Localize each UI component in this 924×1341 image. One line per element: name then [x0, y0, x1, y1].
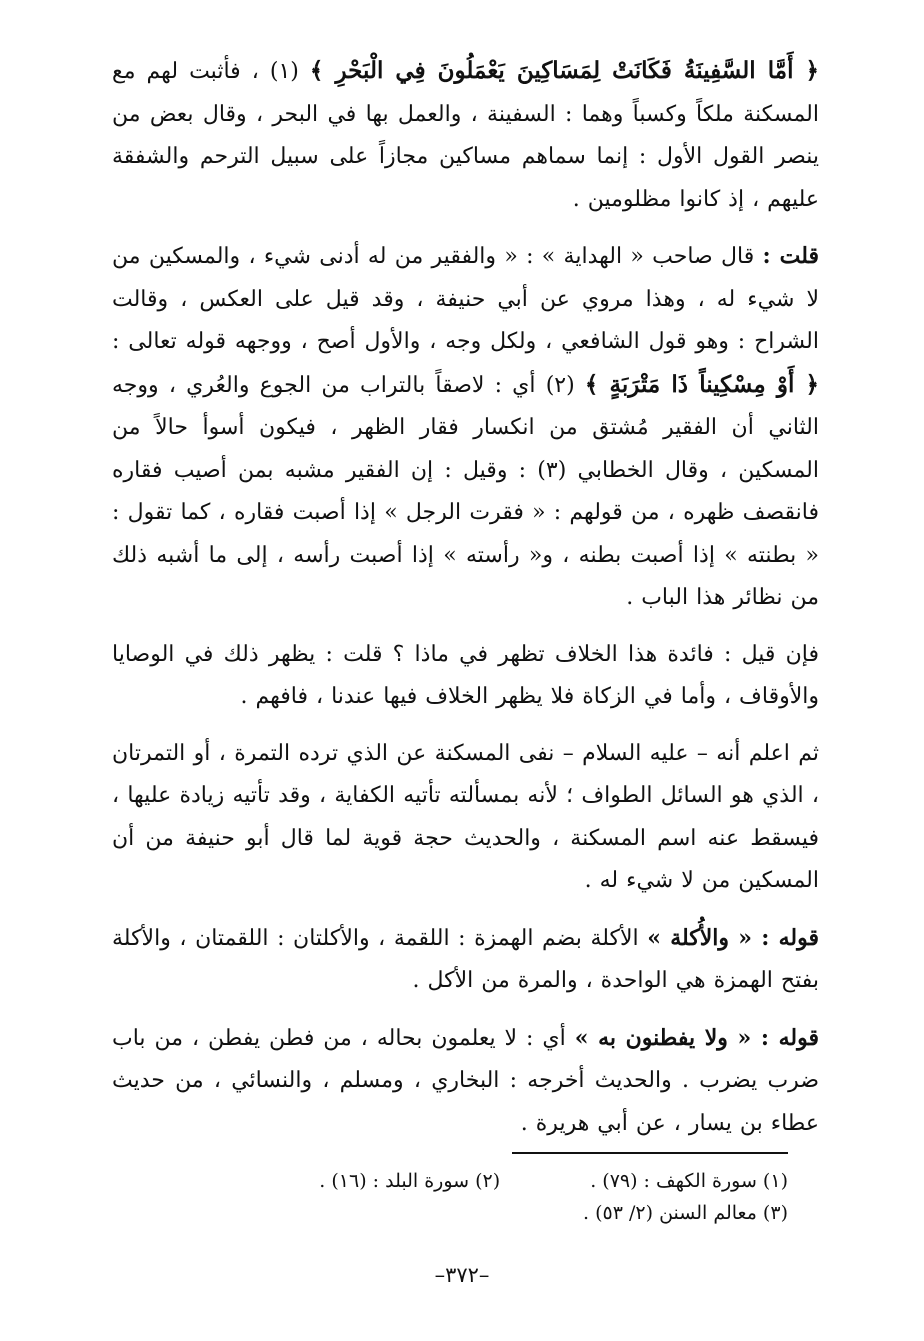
paragraph-text: ثم اعلم أنه – عليه السلام – نفى المسكنة عن الذي ترده التمرة ، أو التمرتان ، الذي هو السائل الطواف ؛ لأنه بمسألته تأتيه الكفاية ، وقد تأتيه زيادة عليها ، فيسقط عنه اسم المسكنة ، والحديث حجة قوية لما قال أبو حنيفة من أن المسكين من لا شيء له . — [112, 740, 819, 893]
paragraph-lead-word: قوله : — [760, 1024, 820, 1051]
paragraph — [112, 733, 819, 903]
quran-quote: ﴿ أَمَّا السَّفِينَةُ فَكَانَتْ لِمَسَاكِينَ يَعْمَلُونَ فِي الْبَحْرِ ﴾ — [309, 57, 820, 84]
paragraph-lead-word: قلت : — [762, 243, 820, 269]
footnote-row-2 — [112, 1197, 788, 1229]
paragraph-text: (١) ، فأثبت لهم مع المسكنة ملكاً وكسباً وهما : السفينة ، والعمل بها في البحر ، وقال بعض من ينصر القول الأول : إنما سماهم مساكين مجازاً على سبيل الترحم والشفقة عليهم ، إذ كانوا مظلومين . — [112, 59, 819, 212]
paragraph — [112, 917, 819, 1003]
paragraph — [112, 235, 819, 620]
lemma-term: « والأُكلة » — [647, 924, 762, 951]
footnote-2: (٢) سورة البلد : (١٦) . — [319, 1170, 501, 1192]
body-text — [112, 50, 819, 1145]
footnote-separator — [512, 1152, 788, 1154]
paragraph — [112, 634, 819, 719]
paragraph-lead-word: قوله : — [761, 924, 819, 951]
paragraph-text: (٢) أي : لاصقاً بالتراب من الجوع والعُري ، ووجه الثاني أن الفقير مُشتق من انكسار فقار الظهر ، فيكون أسوأ حالاً من المسكين ، وقال الخطابي (٣) : وقيل : إن الفقير مشبه بمن أصيب فقاره فانقصف ظهره ، من قولهم : « فقرت الرجل » إذا أصبت فقاره ، كما تقول : « بطنته » إذا أصبت بطنه ، و« رأسته » إذا أصبت رأسه ، إلى ما أشبه ذلك من نظائر هذا الباب . — [112, 372, 819, 610]
quran-quote: ﴿ أَوْ مِسْكِيناً ذَا مَتْرَبَةٍ ﴾ — [584, 370, 820, 398]
footnotes — [112, 1165, 788, 1229]
footnote-row-1 — [112, 1165, 788, 1197]
paragraph-text: الأكلة بضم الهمزة : اللقمة ، والأكلتان : اللقمتان ، والأكلة بفتح الهمزة هي الواحدة ، والمرة من الأكل . — [112, 925, 819, 993]
paragraph-text: فإن قيل : فائدة هذا الخلاف تظهر في ماذا ؟ قلت : يظهر ذلك في الوصايا والأوقاف ، وأما في الزكاة فلا يظهر الخلاف فيها عندنا ، فافهم . — [112, 641, 819, 709]
paragraph — [112, 1017, 819, 1146]
page-number: –٣٧٢– — [434, 1263, 490, 1287]
lemma-term: « ولا يفطنون به » — [574, 1024, 761, 1051]
footnote-1: (١) سورة الكهف : (٧٩) . — [590, 1170, 788, 1192]
footnote-3: (٣) معالم السنن (٢/ ٥٣) . — [583, 1202, 788, 1224]
paragraph — [112, 50, 819, 221]
paragraph-text: أي : لا يعلمون بحاله ، من فطن يفطن ، من باب ضرب يضرب . والحديث أخرجه : البخاري ، ومسلم ، والنسائي ، من حديث عطاء بن يسار ، عن أبي هريرة . — [112, 1025, 819, 1136]
paragraph-text: قال صاحب « الهداية » : « والفقير من له أدنى شيء ، والمسكين من لا شيء له ، وهذا مروي عن أبي حنيفة ، وقد قيل على العكس ، وقالت الشراح : وهو قول الشافعي ، ولكل وجه ، والأول أصح ، ووجهه قوله تعالى : — [112, 244, 819, 354]
